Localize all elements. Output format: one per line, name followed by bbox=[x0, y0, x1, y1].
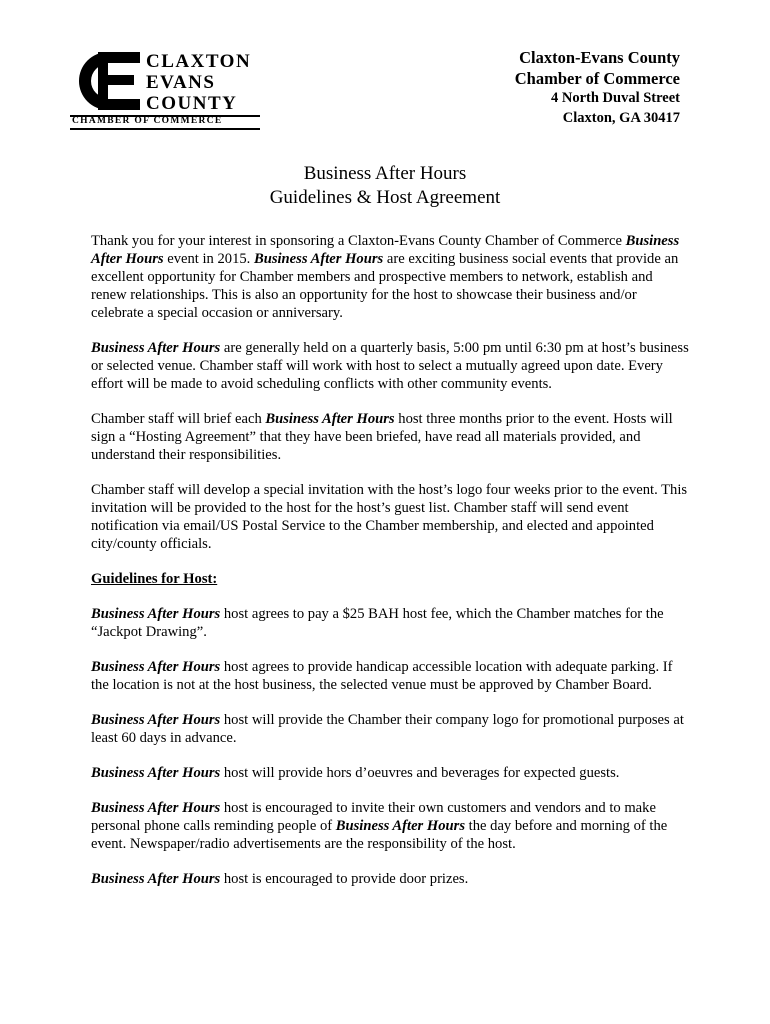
text-run: Thank you for your interest in sponsoring a Claxton-Evans County Chamber of Commerce bbox=[91, 233, 622, 249]
logo-word-claxton: CLAXTON bbox=[146, 51, 252, 72]
guideline-refreshments bbox=[91, 764, 691, 782]
guideline-door-prizes bbox=[91, 870, 691, 888]
bah-emphasis: Business After Hours bbox=[253, 251, 384, 267]
document-title bbox=[0, 162, 770, 210]
text-run: Chamber staff will brief each bbox=[91, 411, 266, 427]
logo-word-county: COUNTY bbox=[146, 93, 238, 114]
guideline-invite bbox=[91, 799, 691, 853]
title-line1: Business After Hours bbox=[303, 163, 467, 184]
guideline-fee bbox=[91, 605, 691, 641]
briefing-paragraph bbox=[91, 410, 691, 464]
text-run: host agrees to provide handicap accessible location with adequate parking. If the location is not at the host business, the selected venue must be approved by Chamber Board. bbox=[91, 659, 673, 693]
bah-emphasis: Business After Hours bbox=[91, 606, 221, 622]
guideline-logo bbox=[91, 711, 691, 747]
chamber-logo bbox=[70, 50, 270, 130]
bah-emphasis: Business After Hours bbox=[91, 712, 221, 728]
org-name-line1: Claxton-Evans County bbox=[519, 48, 680, 67]
text-run: host agrees to pay a $25 BAH host fee, which the Chamber matches for the “Jackpot Drawing”. bbox=[91, 606, 664, 640]
invitation-paragraph: Chamber staff will develop a special invitation with the host’s logo four weeks prior to the event. This invitation will be provided to the host for the host’s guest list. Chamber staff will send event notification via email/US Postal Service to the Chamber membership, and elected and appointed city/county officials. bbox=[91, 482, 688, 552]
bah-emphasis: Business After Hours bbox=[335, 818, 466, 834]
schedule-paragraph bbox=[91, 339, 691, 393]
bah-emphasis: Business After Hours bbox=[91, 659, 221, 675]
city-state-zip: Claxton, GA 30417 bbox=[562, 109, 680, 126]
logo-word-evans: EVANS bbox=[146, 72, 216, 93]
text-run: the day before and morning of the event. Newspaper/radio advertisements are the responsibility of the host. bbox=[91, 818, 668, 852]
ce-monogram-icon bbox=[70, 50, 146, 112]
letterhead-address bbox=[515, 48, 680, 128]
text-run: host is encouraged to provide door prizes. bbox=[220, 871, 469, 887]
bah-emphasis: Business After Hours bbox=[91, 233, 680, 267]
guidelines-heading: Guidelines for Host: bbox=[91, 571, 218, 587]
text-run: are exciting business social events that provide an excellent opportunity for Chamber members and prospective members to network, establish and renew relationships. This is also an opportunity for the host to showcase their business and/or celebrate a special occasion or anniversary. bbox=[91, 251, 679, 321]
bah-emphasis: Business After Hours bbox=[91, 871, 221, 887]
bah-emphasis: Business After Hours bbox=[91, 765, 221, 781]
bah-emphasis: Business After Hours bbox=[91, 340, 221, 356]
text-run: host will provide hors d’oeuvres and beverages for expected guests. bbox=[220, 765, 620, 781]
intro-paragraph bbox=[91, 232, 691, 322]
org-name-line2: Chamber of Commerce bbox=[514, 68, 680, 88]
text-run: are generally held on a quarterly basis, 5:00 pm until 6:30 pm at host’s business or selected venue. Chamber staff will work with host to select a mutually agreed upon date. Every effort will be made to avoid scheduling conflicts with other community events. bbox=[91, 340, 689, 392]
document-body bbox=[91, 232, 691, 905]
text-run: host will provide the Chamber their company logo for promotional purposes at least 60 days in advance. bbox=[91, 712, 684, 746]
street-address: 4 North Duval Street bbox=[550, 90, 680, 107]
bah-emphasis: Business After Hours bbox=[91, 800, 221, 816]
text-run: event in 2015. bbox=[163, 251, 254, 267]
bah-emphasis: Business After Hours bbox=[265, 411, 395, 427]
text-run: host is encouraged to invite their own customers and vendors and to make personal phone calls reminding people of bbox=[91, 800, 656, 834]
guideline-location bbox=[91, 658, 691, 694]
logo-subtitle: CHAMBER OF COMMERCE bbox=[72, 116, 223, 126]
text-run: host three months prior to the event. Hosts will sign a “Hosting Agreement” that they have been briefed, have read all materials provided, and understand their responsibilities. bbox=[91, 411, 673, 463]
title-line2: Guidelines & Host Agreement bbox=[269, 187, 501, 208]
